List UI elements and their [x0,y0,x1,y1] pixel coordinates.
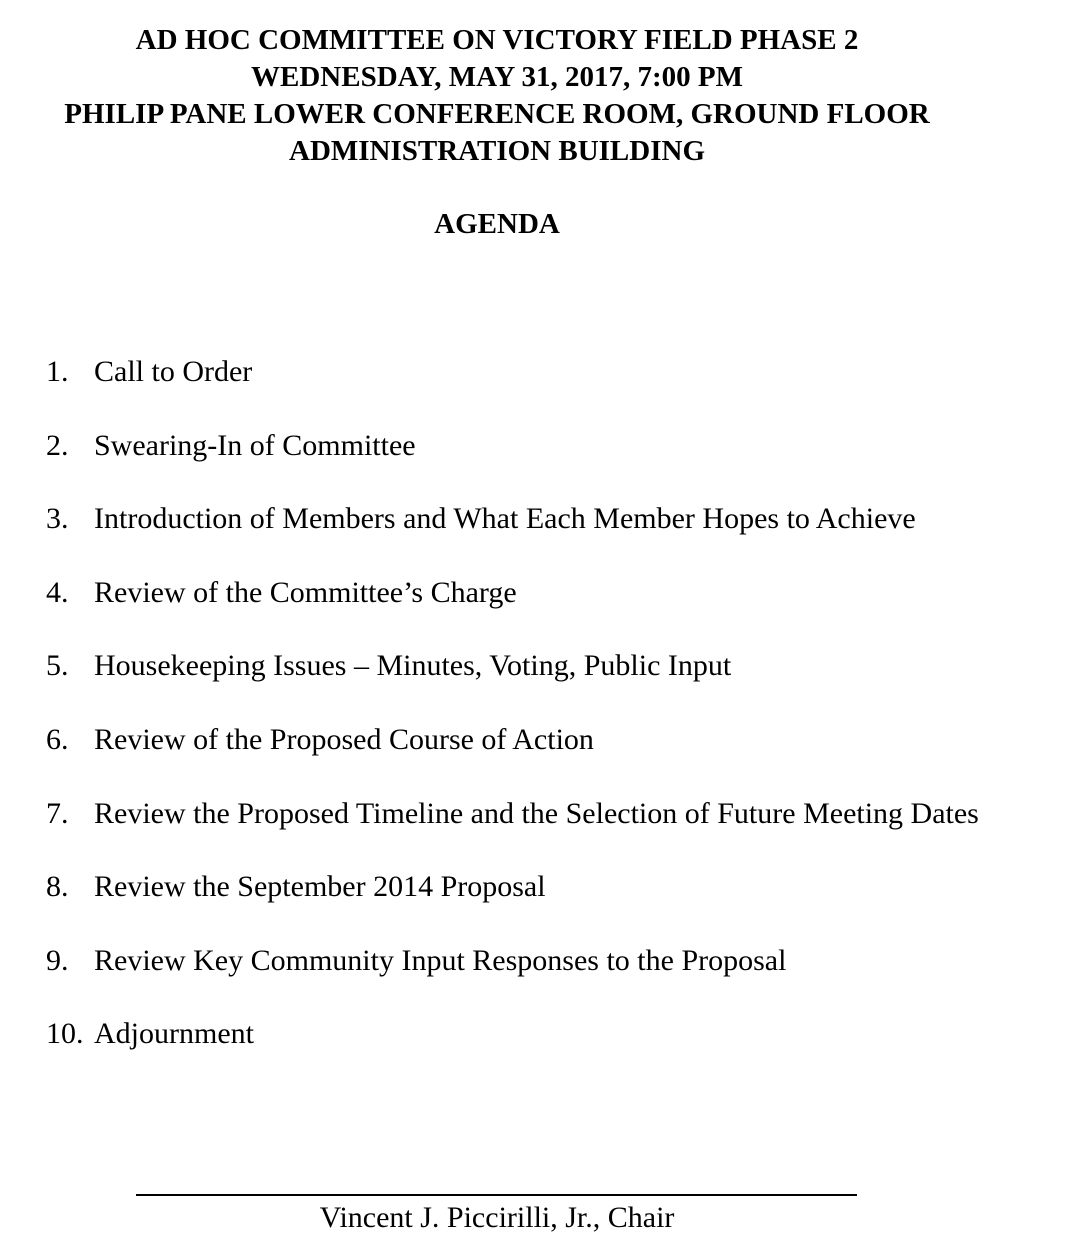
agenda-item [0,868,1076,942]
agenda-item-text: Review Key Community Input Responses to the Proposal [94,943,787,977]
agenda-item-number: 3. [46,502,69,536]
signature-line [136,1194,857,1196]
committee-title: AD HOC COMMITTEE ON VICTORY FIELD PHASE 2 [135,24,859,56]
agenda-item-number: 1. [46,355,69,388]
agenda-item-text: Review the September 2014 Proposal [94,870,546,904]
agenda-item [0,574,1076,648]
agenda-item [0,647,1076,721]
agenda-item-text: Review the Proposed Timeline and the Selection of Future Meeting Dates [94,796,979,830]
agenda-list [0,353,1076,1089]
agenda-item-text: Review of the Committee’s Charge [94,575,517,609]
agenda-item [0,721,1076,795]
agenda-item-number: 2. [46,428,69,462]
agenda-item-text: Call to Order [94,355,253,388]
agenda-item [0,500,1076,574]
agenda-item-number: 5. [46,649,69,683]
agenda-item [0,1015,1076,1089]
agenda-item-text: Review of the Proposed Course of Action [94,722,594,756]
agenda-item-number: 4. [46,575,69,609]
agenda-item-text: Adjournment [94,1017,254,1051]
agenda-item-text: Introduction of Members and What Each Member Hopes to Achieve [94,502,916,536]
agenda-item-text: Swearing-In of Committee [94,428,416,462]
meeting-building: ADMINISTRATION BUILDING [289,135,705,167]
signature-name: Vincent J. Piccirilli, Jr., Chair [319,1201,675,1234]
meeting-location: PHILIP PANE LOWER CONFERENCE ROOM, GROUND FLOOR [64,98,930,130]
agenda-item-number: 6. [46,722,69,756]
agenda-item [0,795,1076,869]
agenda-item-number: 7. [46,796,69,830]
agenda-item-number: 8. [46,870,69,904]
meeting-datetime: WEDNESDAY, MAY 31, 2017, 7:00 PM [251,61,743,93]
agenda-item-number: 9. [46,943,69,977]
document-header [0,22,994,170]
agenda-item-text: Housekeeping Issues – Minutes, Voting, Public Input [94,649,732,683]
agenda-item [0,353,1076,427]
agenda-item-number: 10. [46,1017,84,1051]
agenda-title: AGENDA [434,208,560,240]
agenda-item [0,427,1076,501]
agenda-item [0,942,1076,1016]
